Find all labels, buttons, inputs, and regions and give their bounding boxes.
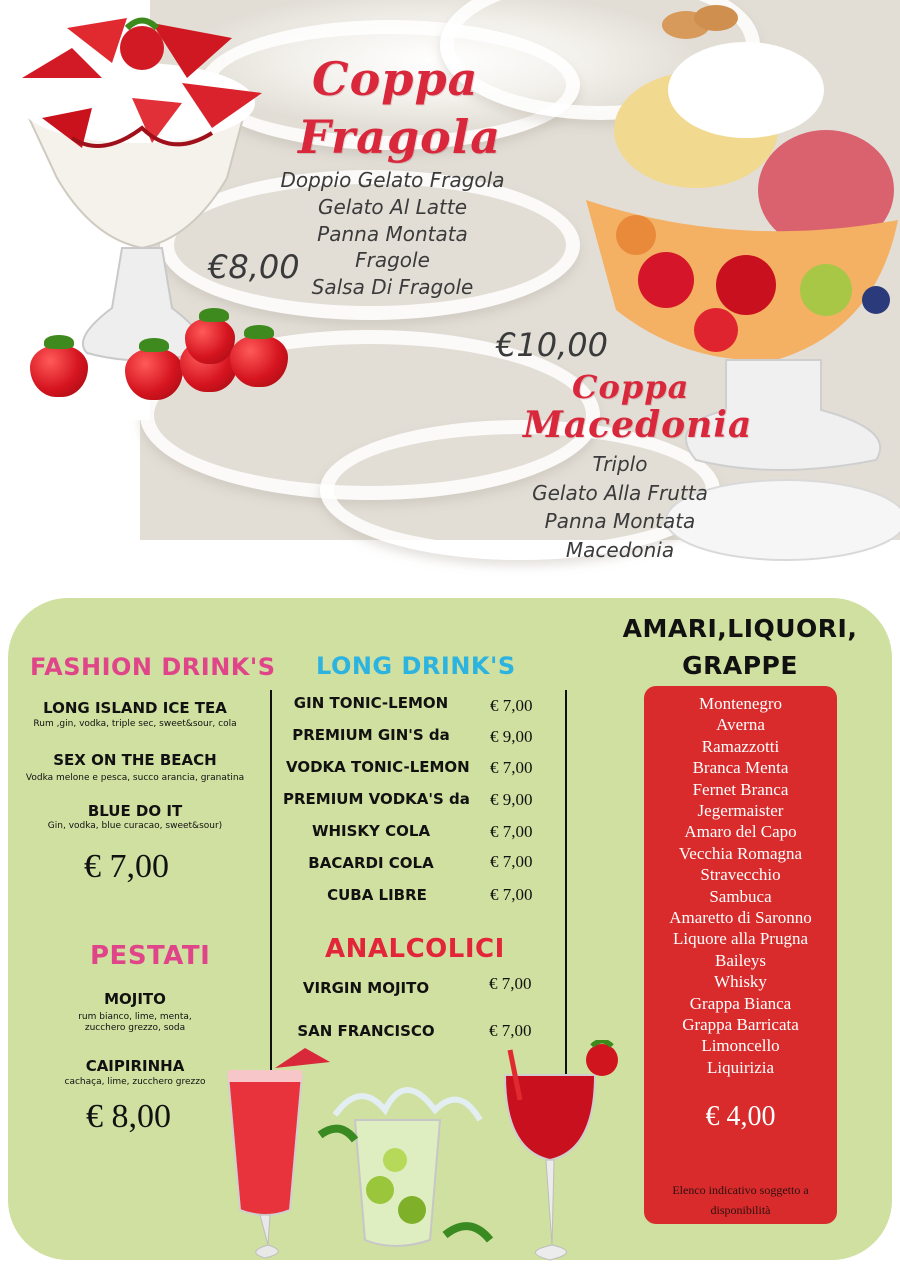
liquore-item: Whisky (714, 972, 767, 992)
pestati-item-name: CAIPIRINHA (85, 1057, 185, 1075)
macedonia-ingredient: Triplo (592, 452, 648, 476)
macedonia-ingredient: Macedonia (565, 538, 675, 562)
fashion-item-desc: Gin, vodka, blue curacao, sweet&sour) (47, 821, 223, 831)
liquore-item: Liquirizia (706, 1057, 775, 1077)
long-drink-price: € 7,00 (490, 885, 533, 904)
liquore-item: Amaro del Capo (684, 822, 797, 842)
column-divider (270, 690, 272, 1075)
long-drink-name: PREMIUM GIN'S da (292, 726, 450, 744)
pestati-item-name: MOJITO (104, 990, 166, 1008)
pestati-item-desc: zucchero grezzo, soda (84, 1023, 186, 1033)
liquore-item: Amaretto di Saronno (669, 908, 812, 927)
column-divider (565, 690, 567, 1075)
coppa-macedonia-title-line2: Macedonia (523, 404, 753, 446)
strawberry-image (230, 335, 288, 387)
coppa-fragola-title-line1: Coppa (312, 52, 479, 106)
long-drink-price: € 7,00 (490, 822, 533, 841)
macedonia-ingredient: Panna Montata (544, 509, 696, 533)
liquori-price: € 4,00 (705, 1101, 776, 1132)
long-drink-price: € 9,00 (490, 727, 533, 746)
cocktail-glasses-image (220, 1040, 640, 1270)
fragola-ingredient: Gelato Al Latte (317, 195, 468, 219)
pestati-item-desc: rum bianco, lime, menta, (78, 1012, 192, 1022)
coppa-fragola-price: €8,00 (208, 248, 300, 286)
strawberry-image (30, 345, 88, 397)
coppa-fragola-title-line2: Fragola (298, 110, 502, 164)
macedonia-ingredient: Gelato Alla Frutta (532, 481, 708, 505)
liquore-item: Stravecchio (700, 865, 781, 885)
liquore-item: Averna (716, 715, 765, 735)
liquore-item: Liquore alla Prugna (672, 929, 808, 949)
availability-note: Elenco indicativo soggetto a disponibilità (672, 1183, 809, 1217)
liquore-item: Grappa Bianca (689, 993, 792, 1013)
fashion-item-name: BLUE DO IT (87, 802, 183, 820)
long-drink-name: WHISKY COLA (311, 822, 431, 840)
long-drink-price: € 7,00 (490, 852, 533, 871)
long-drink-name: VODKA TONIC-LEMON (286, 758, 470, 776)
long-drink-price: € 7,00 (490, 696, 533, 715)
fragola-ingredient: Panna Montata (317, 222, 468, 246)
liquore-item: Montenegro (698, 694, 783, 713)
analcolici-title: ANALCOLICI (325, 934, 505, 964)
long-drink-name: GIN TONIC-LEMON (293, 694, 449, 712)
fashion-drinks-title: FASHION DRINK'S (30, 653, 276, 681)
analcolici-price: € 7,00 (489, 974, 532, 993)
fashion-item-desc: Vodka melone e pesca, succo arancia, granatina (25, 773, 245, 783)
coppa-macedonia-title-line1: Coppa (572, 368, 690, 406)
liquore-item: Grappa Barricata (682, 1015, 799, 1034)
fashion-item-name: LONG ISLAND ICE TEA (43, 699, 227, 717)
long-drink-name: BACARDI COLA (308, 854, 434, 872)
long-drink-name: PREMIUM VODKA'S da (283, 790, 470, 808)
liquore-item: Vecchia Romagna (678, 843, 803, 863)
analcolici-price: € 7,00 (489, 1021, 532, 1040)
coppa-macedonia-price: €10,00 (496, 326, 608, 364)
analcolici-name: SAN FRANCISCO (297, 1022, 435, 1040)
amari-title-line2: GRAPPE (682, 651, 798, 680)
liquore-item: Fernet Branca (692, 779, 789, 799)
fragola-ingredient: Doppio Gelato Fragola (280, 168, 505, 192)
fragola-ingredient: Fragole (355, 248, 430, 272)
pestati-title: PESTATI (90, 941, 211, 971)
analcolici-name: VIRGIN MOJITO (302, 979, 430, 997)
liquore-item: Sambuca (709, 886, 772, 906)
long-drinks-title: LONG DRINK'S (316, 652, 516, 680)
strawberry-image (125, 348, 183, 400)
liquore-item: Ramazzotti (701, 736, 780, 756)
strawberry-image (185, 318, 235, 364)
liquore-item: Baileys (715, 950, 766, 970)
liquore-item: Limoncello (701, 1036, 780, 1056)
fashion-item-name: SEX ON THE BEACH (53, 751, 217, 769)
fashion-price: € 7,00 (84, 848, 169, 885)
amari-title-line1: AMARI,LIQUORI, (622, 614, 858, 643)
long-drink-price: € 9,00 (490, 790, 533, 809)
pestati-price: € 8,00 (86, 1098, 171, 1135)
fragola-ingredient: Salsa Di Fragole (311, 275, 474, 299)
long-drink-price: € 7,00 (490, 758, 533, 777)
liquore-item: Branca Menta (692, 758, 789, 778)
pestati-item-desc: cachaça, lime, zucchero grezzo (64, 1077, 206, 1087)
long-drink-name: CUBA LIBRE (327, 886, 427, 904)
fashion-item-desc: Rum ,gin, vodka, triple sec, sweet&sour, cola (33, 719, 237, 729)
liquore-item: Jegermaister (697, 801, 784, 820)
